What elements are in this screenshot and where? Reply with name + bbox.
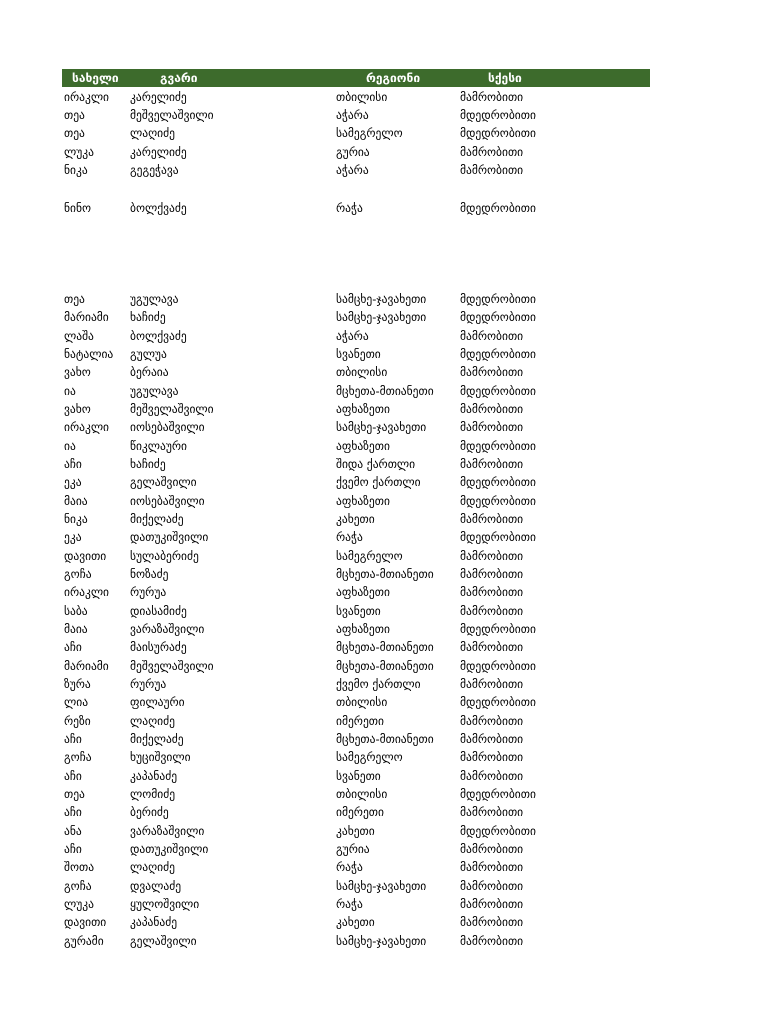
- cell-surname: მეშველაშვილი: [130, 108, 214, 122]
- table-row: [0, 327, 768, 345]
- cell-sex: მამრობითი: [460, 420, 524, 434]
- cell-surname: სულაბერიძე: [130, 549, 199, 563]
- cell-sex: მამრობითი: [460, 915, 524, 929]
- cell-region: რაჭა: [336, 201, 363, 215]
- cell-sex: მდედრობითი: [460, 384, 536, 398]
- cell-region: აფხაზეთი: [336, 622, 390, 636]
- cell-region: შიდა ქართლი: [336, 457, 416, 471]
- cell-name: აჩი: [64, 457, 82, 471]
- cell-surname: გეგეჭავა: [130, 163, 179, 177]
- table-row: [0, 565, 768, 583]
- table-row: [0, 638, 768, 656]
- cell-region: მცხეთა-მთიანეთი: [336, 567, 434, 581]
- cell-region: სამეგრელო: [336, 126, 403, 140]
- cell-region: სამცხე-ჯავახეთი: [336, 310, 427, 324]
- table-row: [0, 124, 768, 142]
- cell-region: აჭარა: [336, 108, 369, 122]
- cell-region: თბილისი: [336, 90, 388, 104]
- cell-name: გოჩა: [64, 567, 92, 581]
- table-row: [0, 161, 768, 179]
- cell-surname: ბერიძე: [130, 805, 169, 819]
- cell-region: სვანეთი: [336, 769, 381, 783]
- cell-region: აფხაზეთი: [336, 439, 390, 453]
- table-row: [0, 345, 768, 363]
- cell-surname: რურუა: [130, 585, 167, 599]
- cell-name: ირაკლი: [64, 420, 110, 434]
- table-row: [0, 657, 768, 675]
- cell-surname: იოსებაშვილი: [130, 420, 205, 434]
- table-row: [0, 510, 768, 528]
- table-row: [0, 455, 768, 473]
- cell-region: აფხაზეთი: [336, 585, 390, 599]
- cell-region: აფხაზეთი: [336, 402, 390, 416]
- cell-sex: მდედრობითი: [460, 530, 536, 544]
- cell-sex: მდედრობითი: [460, 622, 536, 636]
- cell-sex: მდედრობითი: [460, 347, 536, 361]
- cell-surname: გულუა: [130, 347, 167, 361]
- table-row: [0, 877, 768, 895]
- cell-region: მცხეთა-მთიანეთი: [336, 640, 434, 654]
- cell-sex: მამრობითი: [460, 145, 524, 159]
- cell-surname: ნოზაძე: [130, 567, 169, 581]
- cell-region: სვანეთი: [336, 347, 381, 361]
- cell-sex: მდედრობითი: [460, 310, 536, 324]
- cell-name: ანა: [64, 824, 82, 838]
- cell-surname: დათუკიშვილი: [130, 842, 209, 856]
- table-row: [0, 363, 768, 381]
- cell-name: გოჩა: [64, 879, 92, 893]
- cell-region: სამცხე-ჯავახეთი: [336, 934, 427, 948]
- table-row: [0, 143, 768, 161]
- table-row: [0, 583, 768, 601]
- cell-sex: მდედრობითი: [460, 824, 536, 838]
- table-row: [0, 767, 768, 785]
- cell-name: აჩი: [64, 640, 82, 654]
- header-name: სახელი: [72, 71, 119, 85]
- cell-name: ირაკლი: [64, 90, 110, 104]
- cell-name: რეზი: [64, 714, 91, 728]
- cell-region: რაჭა: [336, 897, 363, 911]
- cell-surname: მიქელაძე: [130, 732, 184, 746]
- cell-surname: ლაღიძე: [130, 126, 175, 140]
- cell-region: კახეთი: [336, 915, 375, 929]
- cell-sex: მამრობითი: [460, 90, 524, 104]
- cell-region: რაჭა: [336, 860, 363, 874]
- cell-sex: მამრობითი: [460, 604, 524, 618]
- cell-name: თეა: [64, 292, 85, 306]
- table-row: [0, 400, 768, 418]
- table-row: [0, 418, 768, 436]
- table-row: [0, 840, 768, 858]
- cell-sex: მამრობითი: [460, 585, 524, 599]
- cell-sex: მამრობითი: [460, 163, 524, 177]
- header-surname: გვარი: [160, 71, 198, 85]
- cell-surname: უგულავა: [130, 292, 179, 306]
- cell-region: მცხეთა-მთიანეთი: [336, 659, 434, 673]
- cell-name: ეკა: [64, 475, 82, 489]
- cell-sex: მამრობითი: [460, 769, 524, 783]
- cell-surname: მიქელაძე: [130, 512, 184, 526]
- cell-name: ლუკა: [64, 145, 94, 159]
- table-row: [0, 858, 768, 876]
- table-row: [0, 602, 768, 620]
- cell-name: თეა: [64, 108, 85, 122]
- cell-sex: მამრობითი: [460, 750, 524, 764]
- cell-region: გურია: [336, 145, 370, 159]
- cell-surname: იოსებაშვილი: [130, 494, 205, 508]
- cell-region: კახეთი: [336, 824, 375, 838]
- cell-sex: მამრობითი: [460, 512, 524, 526]
- cell-sex: მამრობითი: [460, 677, 524, 691]
- cell-surname: გელაშვილი: [130, 475, 197, 489]
- cell-sex: მდედრობითი: [460, 108, 536, 122]
- table-row: [0, 620, 768, 638]
- cell-sex: მდედრობითი: [460, 695, 536, 709]
- cell-surname: ლომიძე: [130, 787, 176, 801]
- cell-surname: ბოლქვაძე: [130, 201, 187, 215]
- cell-surname: გელაშვილი: [130, 934, 197, 948]
- cell-region: იმერეთი: [336, 714, 384, 728]
- cell-sex: მდედრობითი: [460, 126, 536, 140]
- cell-name: დავითი: [64, 549, 107, 563]
- cell-surname: ხაჩიძე: [130, 457, 166, 471]
- cell-sex: მამრობითი: [460, 934, 524, 948]
- cell-name: ნიკა: [64, 163, 88, 177]
- cell-sex: მდედრობითი: [460, 494, 536, 508]
- cell-surname: ბოლქვაძე: [130, 329, 187, 343]
- cell-surname: კაპანაძე: [130, 769, 178, 783]
- cell-sex: მამრობითი: [460, 879, 524, 893]
- table-row: [0, 382, 768, 400]
- cell-name: ნინო: [64, 201, 92, 215]
- cell-sex: მდედრობითი: [460, 292, 536, 306]
- cell-region: თბილისი: [336, 695, 388, 709]
- cell-name: თეა: [64, 787, 85, 801]
- table-row: [0, 803, 768, 821]
- table-row: [0, 748, 768, 766]
- cell-region: ქვემო ქართლი: [336, 677, 421, 691]
- cell-surname: უგულავა: [130, 384, 179, 398]
- cell-region: თბილისი: [336, 787, 388, 801]
- table-row: [0, 785, 768, 803]
- cell-surname: კარელიძე: [130, 145, 187, 159]
- cell-region: თბილისი: [336, 365, 388, 379]
- table-row: [0, 88, 768, 106]
- cell-region: გურია: [336, 842, 370, 856]
- cell-surname: ყულოშვილი: [130, 897, 200, 911]
- cell-name: გურამი: [64, 934, 104, 948]
- cell-sex: მამრობითი: [460, 365, 524, 379]
- cell-name: ია: [64, 439, 76, 453]
- table-row: [0, 290, 768, 308]
- table-row: [0, 675, 768, 693]
- table-row: [0, 730, 768, 748]
- cell-sex: მამრობითი: [460, 549, 524, 563]
- cell-region: კახეთი: [336, 512, 375, 526]
- cell-name: ლუკა: [64, 897, 94, 911]
- cell-region: სამცხე-ჯავახეთი: [336, 879, 427, 893]
- cell-sex: მამრობითი: [460, 805, 524, 819]
- cell-name: თეა: [64, 126, 85, 140]
- cell-name: ია: [64, 384, 76, 398]
- cell-sex: მამრობითი: [460, 732, 524, 746]
- cell-name: აჩი: [64, 842, 82, 856]
- cell-sex: მამრობითი: [460, 329, 524, 343]
- cell-sex: მდედრობითი: [460, 787, 536, 801]
- cell-region: აფხაზეთი: [336, 494, 390, 508]
- cell-surname: დათუკიშვილი: [130, 530, 209, 544]
- cell-region: მცხეთა-მთიანეთი: [336, 732, 434, 746]
- cell-sex: მამრობითი: [460, 714, 524, 728]
- table-row: [0, 932, 768, 950]
- cell-sex: მდედრობითი: [460, 201, 536, 215]
- cell-sex: მამრობითი: [460, 402, 524, 416]
- table-row: [0, 693, 768, 711]
- cell-name: ვახო: [64, 365, 91, 379]
- cell-name: აჩი: [64, 805, 82, 819]
- cell-name: გოჩა: [64, 750, 92, 764]
- cell-name: მარიამი: [64, 310, 109, 324]
- cell-surname: მეშველაშვილი: [130, 402, 214, 416]
- cell-surname: ფილაური: [130, 695, 185, 709]
- table-row: [0, 528, 768, 546]
- table-row: [0, 822, 768, 840]
- cell-sex: მამრობითი: [460, 860, 524, 874]
- cell-name: დავითი: [64, 915, 107, 929]
- cell-surname: კაპანაძე: [130, 915, 178, 929]
- cell-surname: ბერაია: [130, 365, 169, 379]
- table-row: [0, 895, 768, 913]
- cell-region: სვანეთი: [336, 604, 381, 618]
- cell-name: საბა: [64, 604, 88, 618]
- cell-name: შოთა: [64, 860, 95, 874]
- cell-name: ეკა: [64, 530, 82, 544]
- cell-region: სამცხე-ჯავახეთი: [336, 292, 427, 306]
- cell-surname: ვარაზაშვილი: [130, 622, 205, 636]
- cell-sex: მამრობითი: [460, 842, 524, 856]
- cell-surname: ხუციშვილი: [130, 750, 191, 764]
- cell-surname: კარელიძე: [130, 90, 187, 104]
- cell-surname: მაისურაძე: [130, 640, 187, 654]
- cell-name: მაია: [64, 494, 88, 508]
- cell-name: ვახო: [64, 402, 91, 416]
- cell-sex: მდედრობითი: [460, 439, 536, 453]
- table-row: [0, 547, 768, 565]
- cell-name: მაია: [64, 622, 88, 636]
- table-row: [0, 199, 768, 217]
- cell-name: ირაკლი: [64, 585, 110, 599]
- cell-surname: ლაღიძე: [130, 714, 175, 728]
- cell-region: სამეგრელო: [336, 750, 403, 764]
- header-sex: სქესი: [488, 71, 522, 85]
- cell-region: სამცხე-ჯავახეთი: [336, 420, 427, 434]
- cell-name: ლაშა: [64, 329, 94, 343]
- cell-region: იმერეთი: [336, 805, 384, 819]
- cell-region: ქვემო ქართლი: [336, 475, 421, 489]
- cell-surname: წიკლაური: [130, 439, 187, 453]
- table-row: [0, 913, 768, 931]
- cell-surname: ხაჩიძე: [130, 310, 166, 324]
- table-row: [0, 437, 768, 455]
- table-row: [0, 712, 768, 730]
- cell-region: რაჭა: [336, 530, 363, 544]
- cell-surname: ვარაზაშვილი: [130, 824, 205, 838]
- table-row: [0, 492, 768, 510]
- cell-name: აჩი: [64, 769, 82, 783]
- cell-name: აჩი: [64, 732, 82, 746]
- cell-sex: მამრობითი: [460, 457, 524, 471]
- cell-sex: მამრობითი: [460, 640, 524, 654]
- cell-name: ნატალია: [64, 347, 114, 361]
- cell-name: ზურა: [64, 677, 91, 691]
- cell-region: აჭარა: [336, 163, 369, 177]
- table-row: [0, 473, 768, 491]
- cell-name: ნიკა: [64, 512, 88, 526]
- cell-surname: დიასამიძე: [130, 604, 187, 618]
- cell-surname: მეშველაშვილი: [130, 659, 214, 673]
- cell-name: ლია: [64, 695, 89, 709]
- cell-sex: მდედრობითი: [460, 659, 536, 673]
- cell-name: მარიამი: [64, 659, 109, 673]
- cell-sex: მამრობითი: [460, 897, 524, 911]
- cell-surname: დვალაძე: [130, 879, 182, 893]
- cell-region: აჭარა: [336, 329, 369, 343]
- cell-sex: მდედრობითი: [460, 475, 536, 489]
- header-region: რეგიონი: [366, 71, 421, 85]
- cell-region: სამეგრელო: [336, 549, 403, 563]
- cell-surname: რურუა: [130, 677, 167, 691]
- cell-surname: ლაღიძე: [130, 860, 175, 874]
- table-row: [0, 308, 768, 326]
- table-row: [0, 106, 768, 124]
- cell-sex: მამრობითი: [460, 567, 524, 581]
- cell-region: მცხეთა-მთიანეთი: [336, 384, 434, 398]
